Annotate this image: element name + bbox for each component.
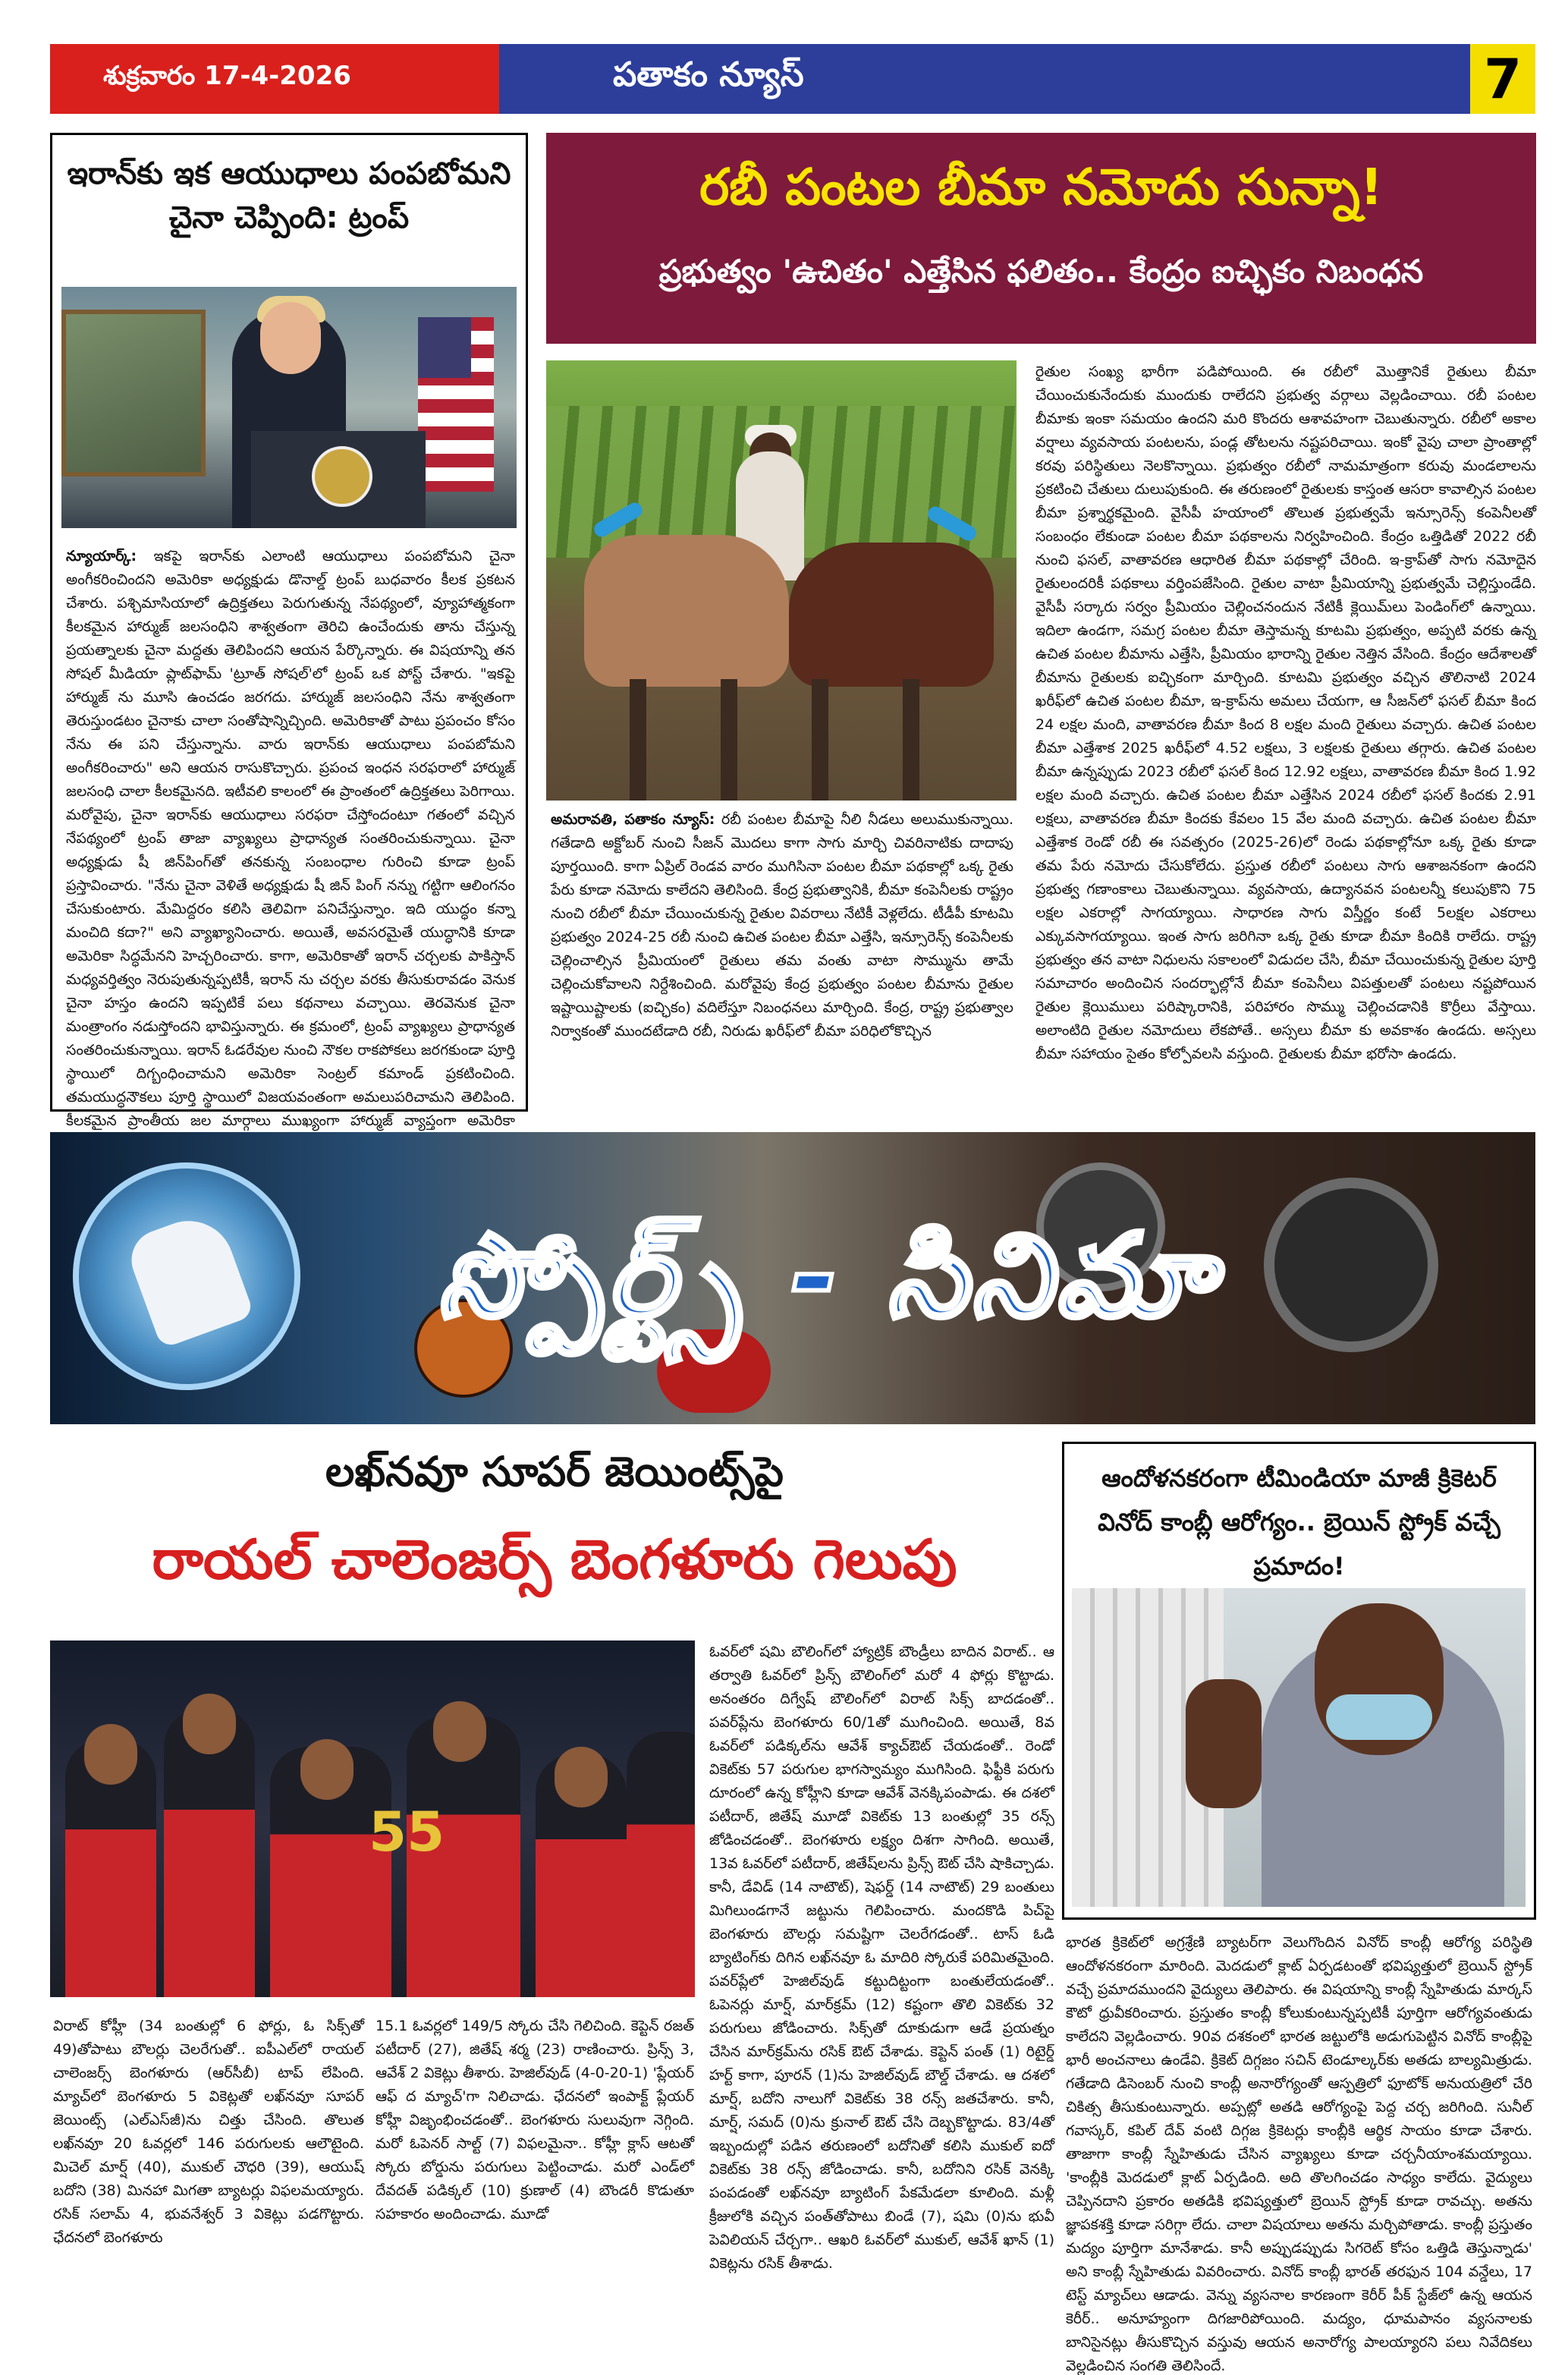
- rcb-kicker: లఖ్‌నవూ సూపర్ జెయింట్స్‌పై: [325, 1448, 784, 1496]
- rabi-headline: రబీ పంటల బీమా నమోదు సున్నా!: [699, 158, 1383, 216]
- banner-title: స్పోర్ట్స్ - సినిమా: [438, 1210, 1218, 1342]
- rcb-column-right: ఓవర్‌లో షమి బౌలింగ్‌లో హ్యాట్రిక్ బౌండ్రీలు బాదిన విరాట్.. ఆ తర్వాతి ఓవర్‌లో ప్రిన్స్ బౌలింగ్‌లో మరో 4 ఫోర్లు కొట్టాడు. అనంతరం దిగ్వేష్ బౌలింగ్‌లో విరాట్ సిక్స్ బాదడంతో.. పవర్‌ప్లేను బెంగళూరు 60/1తో ముగించింది. అయితే, 8వ ఓవర్‌లో పడిక్కల్‌ను ఆవేశ్ క్యాచ్‌ఔట్ చేయడంతో.. రెండో వికెట్‌కు 57 పరుగుల భాగస్వామ్యం ముగిసింది. ఫిఫ్టీకి పరుగు దూరంలో ఉన్న కోహ్లీని కూడా ఆవేశ్ వెనక్కిపంపాడు. ఈ దశలో పటీదార్, జితేష్ మూడో వికెట్‌కు 13 బంతుల్లో 35 రన్స్ జోడించడంతో.. బెంగళూరు లక్ష్యం దిశగా సాగింది. అయితే, 13వ ఓవర్‌లో పటీదార్, జితేష్‌లను ప్రిన్స్ ఔట్ చేసి షాకిచ్చాడు. కానీ, డేవిడ్ (14 నాటౌట్), షెఫర్డ్ (14 నాటౌట్) 29 బంతులు మిగిలుండగానే జట్టును గెలిపించారు. మందకొడి పిచ్‌పై బెంగళూరు బౌలర్లు సమష్టిగా చెలరేగడంతో.. టాస్ ఓడి బ్యాటింగ్‌కు దిగిన లఖ్‌నవూ ఓ మాదిరి స్కోరుకే పరిమితమైంది. పవర్‌ప్లేలో హెజిల్‌వుడ్ కట్టుదిట్టంగా బంతులేయడంతో.. ఓపెనర్లు మార్ష్, మార్‌క్రమ్ (12) కష్టంగా తొలి వికెట్‌కు 32 పరుగులు జోడించారు. సిక్స్‌తో దూకుడుగా ఆడే ప్రయత్నం చేసిన మార్‌క్రమ్‌ను రసిక్ ఔట్ చేశాడు. కెప్టెన్ పంత్ (1) రిటైర్డ్ హర్ట్ కాగా, పూరన్ (1)ను హెజిల్‌వుడ్ బౌల్డ్ చేశాడు. ఆ దశలో మార్ష్, బదోని నాలుగో వికెట్‌కు 38 రన్స్ జతచేశారు. కానీ, మార్ష్, సమద్ (0)ను క్రునాల్ ఔట్ చేసి దెబ్బకొట్టాడు. 83/4తో ఇబ్బందుల్లో పడిన తరుణంలో బదోనితో కలిసి ముకుల్ ఐదో వికెట్‌కు 38 రన్స్ జోడించాడు. కానీ, బదోనిని రసిక్ వెనక్కి పంపడంతో లఖ్‌నవూ బ్యాటింగ్ పేకమేడలా కూలింది. మళ్లీ క్రీజులోకి వచ్చిన పంత్‌తోపాటు బిండే (7), షమి (0)ను భువీ పెవిలియన్ చేర్చగా.. ఆఖరి ఓవర్‌లో ముకుల్, ఆవేశ్ ఖాన్ (1) వికెట్లను రసిక్ తీశాడు.: [709, 1644, 1054, 2272]
- kambli-body: భారత క్రికెట్‌లో అగ్రశ్రేణి బ్యాటర్‌గా వెలుగొందిన వినోద్ కాంబ్లీ ఆరోగ్య పరిస్థితి ఆందోళనకరంగా మారింది. మెదడులో క్లాట్ ఏర్పడటంతో భవిష్యత్తులో బ్రెయిన్ స్ట్రోక్ వచ్చే ప్రమాదముందని వైద్యులు తెలిపారు. ఈ విషయాన్ని కాంబ్లీ స్నేహితుడు మార్కస్ కౌటో ధ్రువీకరించారు. ప్రస్తుతం కాంబ్లీ కోలుకుంటున్నప్పటికీ పూర్తిగా ఆరోగ్యవంతుడు కాలేదని వెల్లడించారు. 90వ దశకంలో భారత జట్టులోకి అడుగుపెట్టిన వినోద్ కాంబ్లీపై భారీ అంచనాలు ఉండేవి. క్రికెట్ దిగ్గజం సచిన్ టెండూల్కర్‌కు అతడు బాల్యమిత్రుడు. గతేడాది డిసెంబర్ నుంచి కాంబ్లీ అనారోగ్యంతో ఆస్పత్రిలో ఫూటోక్ అనుయత్రిలో చేరి చికిత్స తీసుకుంటున్నారు. అప్పట్లో అతడి ఆరోగ్యంపై పెద్ద చర్చ జరిగింది. సునీల్ గవాస్కర్, కపిల్ దేవ్ వంటి దిగ్గజ క్రికెటర్లు కాంబ్లీకి ఆర్థిక సాయం కూడా చేశారు. తాజాగా కాంబ్లీ స్నేహితుడు చేసిన వ్యాఖ్యలు కూడా చర్చనీయాంశమయ్యాయి. 'కాంబ్లీకి మెదడులో క్లాట్ ఏర్పడింది. అది తొలగించడం సాధ్యం కాలేదు. వైద్యులు చెప్పినదాని ప్రకారం అతడికి భవిష్యత్తులో బ్రెయిన్ స్ట్రోక్ కూడా రావచ్చు. అతను జ్ఞాపకశక్తి కూడా సరిగ్గా లేదు. చాలా విషయాలు అతను మర్చిపోతాడు. కాంబ్లీ ప్రస్తుతం మద్యం పూర్తిగా మానేశాడు. కానీ అప్పుడప్పుడు సిగరెట్ కోసం ఒత్తిడి తెస్తున్నాడు' అని కాంబ్లీ స్నేహితుడు వివరించారు. వినోద్ కాంబ్లీ భారత్ తరఫున 104 వన్డేలు, 17 టెస్ట్ మ్యాచ్‌లు ఆడాడు. వెన్ను వ్యసనాల కారణంగా కెరీర్ పీక్ స్టేజ్‌లో ఉన్న ఆయన కెరీర్.. అనూహ్యంగా దిగజారిపోయింది. మద్యం, ధూమపానం వ్యసనాలకు బానిసైనట్లు తీసుకొచ్చిన వస్తువు ఆయన అనారోగ్య పాలయ్యారని పలు నివేదికలు వెల్లడించిన సంగతి తెలిసిందే.: [1066, 1934, 1532, 2374]
- kambli-photo: [1072, 1588, 1526, 1907]
- trump-body: [66, 545, 515, 1180]
- face-mask-icon: [1326, 1694, 1432, 1740]
- trump-dateline: న్యూయార్క్:: [66, 548, 137, 565]
- background-painting: [61, 310, 206, 477]
- trump-headline: ఇరాన్‌కు ఇక ఆయుధాలు పంపబోమని చైనా చెప్పింది: ట్రంప్: [67, 156, 511, 235]
- player-figure: [627, 1732, 695, 1997]
- kambli-article: [1062, 1442, 1536, 1920]
- ox-icon: [789, 543, 994, 687]
- newspaper-name: పతాకం న్యూస్: [499, 44, 1470, 114]
- rcb-column-middle: 15.1 ఓవర్లలో 149/5 స్కోరు చేసి గెలిచింది. కెప్టెన్ రజత్ పటీదార్ (27), జితేష్ శర్మ (23) రాణించారు. ప్రిన్స్ 3, ఆవేశ్ 2 వికెట్లు తీశారు. హెజిల్‌వుడ్ (4-0-20-1) 'ప్లేయర్ ఆఫ్ ద మ్యాచ్'గా నిలిచాడు. ఛేదనలో ఇంపాక్ట్ ప్లేయర్ కోహ్లీ విజృంభించడంతో.. బెంగళూరు సులువుగా నెగ్గింది. మరో ఓపెనర్ సాల్ట్ (7) విఫలమైనా.. కోహ్లీ క్లాస్ ఆటతో స్కోరు బోర్డును పరుగులు పెట్టించాడు. మరో ఎండ్‌లో దేవదత్ పడిక్కల్ (10) క్రుణాల్ (4) బౌండరీ కొడుతూ సహకారం అందించాడు. మూడో: [376, 2018, 694, 2222]
- rcb-headline: రాయల్ చాలెంజర్స్ బెంగళూరు గెలుపు: [152, 1527, 957, 1591]
- speaker-face: [260, 302, 321, 374]
- trump-photo: [61, 287, 517, 528]
- cricket-badge-icon: [73, 1162, 300, 1390]
- trump-article: [50, 133, 528, 1129]
- rabi-lead-text: [551, 808, 1013, 1043]
- us-flag: [418, 317, 494, 492]
- rcb-team-photo: [50, 1640, 695, 1997]
- rabi-body-column: రైతుల సంఖ్య భారీగా పడిపోయింది. ఈ రబీలో మొత్తానికే రైతులు బీమా చేయించుకునేందుకు ముందుకు రాలేదని ప్రభుత్వ వర్గాలు వెల్లడించాయి. రబీ పంటల బీమాకు ఇంకా సమయం ఉందని మరి కొందరు ఆశావహంగా చెబుతున్నారు. రబీలో అకాల వర్షాలు వ్యవసాయ పంటలను, పండ్ల తోటలను నష్టపరిచాయి. ఇంకో వైపు చాలా ప్రాంతాల్లో కరవు పరిస్థితులు నెలకొన్నాయి. ప్రభుత్వం రబీలో నామమాత్రంగా కరువు మండలాలను ప్రకటించి చేతులు దులుపుకుంది. ఈ తరుణంలో రైతులకు కాస్తంత ఆసరా కావాల్సిన పంటల బీమా ప్రశ్నార్థకమైంది. వైసీపీ హయాంలో తొలుత ప్రభుత్వమే ఇన్సూరెన్స్ కంపెనీలతో సంబంధం లేకుండా పంటల బీమా పథకాలను నిర్వహించింది. కేంద్రం ఒత్తిడితో 2022 రబీ నుంచి ఫసల్, వాతావరణ ఆధారిత బీమా పథకాల్లో చేరింది. ఇ-క్రాప్‌తో సాగు నమోదైన రైతులందరికీ పథకాలు వర్తింపజేసింది. రైతుల వాటా ప్రీమియాన్ని ప్రభుత్వమే చెల్లిస్తుండేది. వైసీపీ సర్కారు సర్వం ప్రీమియం చెల్లించనందున నేటికీ క్లెయిమ్‌లు పెండింగ్‌లో ఉన్నాయి. ఇదిలా ఉండగా, సమగ్ర పంటల బీమా తెస్తామన్న కూటమి ప్రభుత్వం, అప్పటి వరకు ఉన్న ఉచిత పంటల బీమాను ఎత్తేసి, ప్రీమియం భారాన్ని రైతుల నెత్తిన వేసింది. కేంద్రం ఆదేశాలతో బీమాను రైతులకు ఐచ్ఛికంగా మార్చింది. కూటమి ప్రభుత్వం వచ్చిన తొలినాటి 2024 ఖరీఫ్‌లో ఉచిత పంటల బీమా, ఇ-క్రాప్‌ను అమలు చేయగా, ఆ సీజన్‌లో ఫసల్ బీమా కింద 24 లక్షల మంది, వాతావరణ బీమా కింద 8 లక్షల మంది రైతులు వచ్చారు. ఉచిత పంటల బీమా ఎత్తేశాక 2025 ఖరీఫ్‌లో 4.52 లక్షలు, 3 లక్షలకు రైతులు తగ్గారు. ఉచిత పంటల బీమా ఉన్నప్పుడు 2023 రబీలో ఫసల్ కింద 12.92 లక్షలు, వాతావరణ బీమా కింద 1.92 లక్షల మంది వచ్చారు. ఉచిత పంటల బీమా ఎత్తేసిన 2024 రబీలో ఫసల్ కిందకు 2.91 లక్షలు, వాతావరణ బీమా కిందకు కేవలం 15 వేల మంది వచ్చారు. ఉచిత పంటల బీమా ఎత్తేశాక రెండో రబీ ఈ సవత్సరం (2025-26)లో రెండు పథకాల్లోనూ ఒక్క రైతు కూడా తమ పేరు నమోదు చేసుకోలేదు. ప్రస్తుత రబీలో పంటలు సాగు ఆశాజనకంగా ఉందని ప్రభుత్వ గణాంకాలు చెబుతున్నాయి. వ్యవసాయ, ఉద్యానవన పంటలన్నీ కలుపుకొని 75 లక్షల ఎకరాల్లో సాగయ్యాయి. సాధారణ సాగు విస్తీర్ణం కంటే 5లక్షల ఎకరాలు ఎక్కువసాగయ్యాయి. ఇంత సాగు జరిగినా ఒక్క రైతు కూడా బీమా కిందికి రాలేదు. రాష్ట్ర ప్రభుత్వం తన వాటా నిధులను సకాలంలో విడుదల చేసి, బీమా చేయించుకున్న రైతుల పూర్తి సమాచారం అందించిన సందర్భాల్లోనే బీమా కంపెనీలు విపత్తులతో పంటలు నష్టపోయిన రైతుల క్లెయిములు పరిష్కారానికి, పరిహారం సొమ్ము చెల్లించడానికి కొర్రీలు వేస్తాయి. అలాంటిది రైతుల నమోదులు లేకపోతే.. అస్సలు బీమా కు అవకాశం ఉండదు. అస్సలు బీమా సహాయం సైతం కోల్పోవలసి వస్తుంది. రైతులకు బీమా భరోసా ఉండదు.: [1035, 363, 1536, 1062]
- trump-body-text: ఇకపై ఇరాన్‌కు ఎలాంటి ఆయుధాలు పంపబోమని చైనా అంగీకరించిందని అమెరికా అధ్యక్షుడు డొనాల్డ్ ట్రంప్ బుధవారం కీలక ప్రకటన చేశారు. పశ్చిమాసియాలో ఉద్రిక్తతలు పెరుగుతున్న నేపథ్యంలో, వ్యూహాత్మకంగా కీలకమైన హార్ముజ్ జలసంధిని శాశ్వతంగా తెరిచి ఉంచేందుకు తాను చేస్తున్న ప్రయత్నాలకు చైనా మద్దతు తెలిపిందని ఆయన పేర్కొన్నారు. ఈ విషయాన్ని తన సోషల్ మీడియా ప్లాట్‌ఫామ్ 'ట్రూత్ సోషల్‌'లో ట్రంప్ ఒక పోస్ట్ చేశారు. "ఇకపై హార్ముజ్ ను మూసి ఉంచడం జరగదు. హార్ముజ్ జలసంధిని నేను శాశ్వతంగా తెరుస్తుండటం చైనాకు చాలా సంతోషాన్నిచ్చింది. అమెరికాతో పాటు ప్రపంచం కోసం నేను ఈ పని చేస్తున్నాను. వారు ఇరాన్‌కు ఆయుధాలు పంపబోమని అంగీకరించారు" అని ఆయన రాసుకొచ్చారు. ప్రపంచ ఇంధన సరఫరాలో హార్ముజ్ జలసంధి చాలా కీలకమైనది. ఇటీవలి కాలంలో ఈ ప్రాంతంలో ఉద్రిక్తతలు పెరిగాయి. మరోవైపు, చైనా ఇరాన్‌కు ఆయుధాలు సరఫరా చేస్తోందంటూ గతంలో వచ్చిన నేపథ్యంలో ట్రంప్ తాజా వ్యాఖ్యలు ప్రాధాన్యత సంతరించుకున్నాయి. చైనా అధ్యక్షుడు షీ జిన్‌పింగ్‌తో తనకున్న సంబంధాల గురించి కూడా ట్రంప్ ప్రస్తావించారు. "నేను చైనా వెళితే అధ్యక్షుడు షీ జిన్ పింగ్ నన్ను గట్టిగా ఆలింగనం చేసుకుంటారు. మేమిద్దరం కలిసి తెలివిగా పనిచేస్తున్నాం. ఇది యుద్ధం కన్నా మంచిది కదా?" అని వ్యాఖ్యానించారు. అయితే, అవసరమైతే యుద్ధానికి కూడా అమెరికా సిద్ధమేనని హెచ్చరించారు. కాగా, అమెరికాతో ఇరాన్ చర్చలకు పాకిస్తాన్ మధ్యవర్తిత్వం నెరుపుతున్నప్పటికీ, ఇరాన్ ను చర్చల వరకు తీసుకురావడం వెనుక చైనా హస్తం ఉందని ఇప్పటికే పలు కథనాలు వచ్చాయి. తెరవెనుక చైనా మంత్రాంగం నడుస్తోందని భావిస్తున్నారు. ఈ క్రమంలో, ట్రంప్ వ్యాఖ్యలు ప్రాధాన్యత సంతరించుకున్నాయి. ఇరాన్ ఓడరేవుల నుంచి నౌకల రాకపోకలు జరగకుండా పూర్తి స్థాయిలో దిగ్బంధించామని అమెరికా సెంట్రల్ కమాండ్ ప్రకటించింది. తమయుద్ధనౌకలు పూర్తి స్థాయిలో విజయవంతంగా అమలుపరిచామని తెలిపింది. కీలకమైన ప్రాంతీయ జల మార్గాలు ముఖ్యంగా హార్ముజ్ వ్యాప్తంగా అమెరికా: [66, 548, 515, 1129]
- jersey-number: 55: [369, 1800, 445, 1864]
- rcb-column-left: విరాట్ కోహ్లీ (34 బంతుల్లో 6 ఫోర్లు, ఓ సిక్స్‌తో 49)తోపాటు బౌలర్లు చెలరేగుతో.. ఐపీఎల్‌లో రాయల్ చాలెంజర్స్ బెంగళూరు (ఆర్‌సీబీ) టాప్ లేపింది. మ్యాచ్‌లో బెంగళూరు 5 వికెట్లతో లఖ్‌నవూ సూపర్ జెయింట్స్ (ఎల్‌ఎస్‌జీ)ను చిత్తు చేసింది. తొలుత లఖ్‌నవూ 20 ఓవర్లలో 146 పరుగులకు ఆలౌటైంది. మిచెల్ మార్ష్ (40), ముకుల్ చౌధరి (39), ఆయుష్ బదోని (38) మినహా మిగతా బ్యాటర్లు విఫలమయ్యారు. రసిక్ సలామ్ 4, భువనేశ్వర్ 3 వికెట్లు పడగొట్టారు. ఛేదనలో బెంగళూరు: [53, 2018, 364, 2246]
- rabi-subheadline: ప్రభుత్వం 'ఉచితం' ఎత్తేసిన ఫలితం.. కేంద్రం ఐచ్ఛికం నిబంధన: [658, 253, 1424, 290]
- page-number: 7: [1470, 44, 1535, 114]
- masthead: [50, 44, 1535, 114]
- presidential-seal-icon: [312, 446, 372, 507]
- issue-date: శుక్రవారం 17-4-2026: [50, 44, 499, 114]
- rabi-dateline: అమరావతి, పతాకం న్యూస్:: [551, 811, 715, 828]
- sports-cinema-banner: [50, 1132, 1535, 1424]
- rabi-lead-body: రబీ పంటల బీమాపై నీలి నీడలు అలుముకున్నాయి. గతేడాది అక్టోబర్ నుంచి సీజన్ మొదలు కాగా సాగు మార్చి చివరినాటికు దాదాపు పూర్తయింది. కాగా ఏప్రిల్ రెండవ వారం ముగిసినా పంటల బీమా పథకాల్లో ఒక్క రైతు పేరు కూడా నమోదు కాలేదని తెలిసింది. కేంద్ర ప్రభుత్వానికి, బీమా కంపెనీలకు రాష్ట్రం నుంచి రబీలో బీమా చేయించుకున్న రైతుల వివరాలు నేటికీ వెళ్లలేదు. టీడీపీ కూటమి ప్రభుత్వం 2024-25 రబీ నుంచి ఉచిత పంటల బీమా ఎత్తేసి, ఇన్సూరెన్స్ కంపెనీలకు చెల్లించాల్సిన ప్రీమియంలో రైతులు తమ వంతు వాటా సొమ్మును తామే చెల్లించుకోవాలని నిర్దేశించింది. మరోవైపు కేంద్ర ప్రభుత్వం పంటల బీమాను రైతుల ఇష్టాయిష్టాలకు (ఐచ్ఛికం) వదిలేస్తూ నిబంధనలు మార్చింది. కేంద్ర, రాష్ట్ర ప్రభుత్వాల నిర్వాకంతో ముందటేడాది రబీ, నిరుడు ఖరీఫ్‌లో బీమా పరిధిలోకొచ్చిన: [551, 811, 1013, 1040]
- ox-icon: [584, 535, 789, 687]
- rabi-headline-block: [546, 133, 1536, 344]
- farmer-ploughing-photo: [546, 360, 1017, 801]
- kambli-headline: ఆందోళనకరంగా టీమిండియా మాజీ క్రికెటర్ వినోద్ కాంబ్లీ ఆరోగ్యం.. బ్రెయిన్ స్ట్రోక్ వచ్చే ప్రమాదం!: [1098, 1464, 1500, 1581]
- thumbs-up-icon: [1186, 1679, 1262, 1808]
